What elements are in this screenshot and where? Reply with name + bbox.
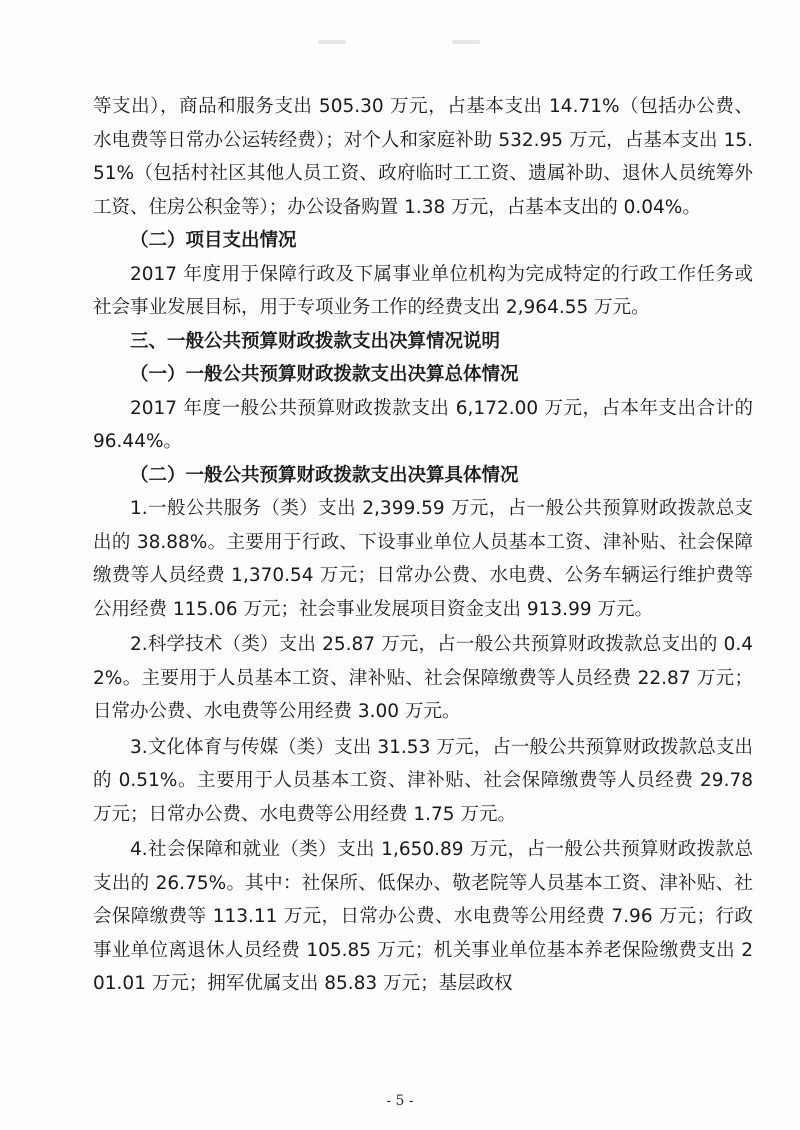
page-number: - 5 - (386, 1093, 414, 1109)
heading-project-expenditure: （二）项目支出情况 (130, 230, 297, 251)
paragraph-project-expenditure: 2017 年度用于保障行政及下属事业单位机构为完成特定的行政工作任务或社会事业发展目标，用于专项业务工作的经费支出 2,964.55 万元。 (93, 263, 753, 318)
paragraph-basic-expenditure-continued: 等支出），商品和服务支出 505.30 万元，占基本支出 14.71%（包括办公费、水电费等日常办公运转经费）；对个人和家庭补助 532.95 万元，占基本支出 15.51%（包括村社区其他人员工资、政府临时工工资、遗属补助、退休人员统筹外工资、住房公积金等）；办公设备购置 1.38 万元，占基本支出的 0.04%。 (93, 96, 753, 218)
paragraph-social-security-employment: 4.社会保障和就业（类）支出 1,650.89 万元，占一般公共预算财政拨款总支出的 26.75%。其中：社保所、低保办、敬老院等人员基本工资、津补贴、社会保障缴费等 113.11 万元，日常办公费、水电费等公用经费 7.96 万元；行政事业单位离退休人员经费 105.85 万元；机关事业单位基本养老保险缴费支出 201.01 万元；拥军优属支出 85.83 万元；基层政权 (93, 839, 753, 994)
paragraph-science-technology: 2.科学技术（类）支出 25.87 万元，占一般公共预算财政拨款总支出的 0.42%。主要用于人员基本工资、津补贴、社会保障缴费等人员经费 22.87 万元；日常办公费、水电费等公用经费 3.00 万元。 (93, 634, 753, 722)
paragraph-general-public-services: 1.一般公共服务（类）支出 2,399.59 万元，占一般公共预算财政拨款总支出的 38.88%。主要用于行政、下设事业单位人员基本工资、津补贴、社会保障缴费等人员经费 1,370.54 万元；日常办公费、水电费、公务车辆运行维护费等公用经费 115.06 万元；社会事业发展项目资金支出 913.99 万元。 (93, 498, 753, 620)
paragraph-overall-situation: 2017 年度一般公共预算财政拨款支出 6,172.00 万元，占本年支出合计的 96.44%。 (93, 397, 753, 452)
paragraph-culture-sports-media: 3.文化体育与传媒（类）支出 31.53 万元，占一般公共预算财政拨款总支出的 0.51%。主要用于人员基本工资、津补贴、社会保障缴费等人员经费 29.78 万元；日常办公费、水电费等公用经费 1.75 万元。 (93, 736, 753, 825)
scan-artifact (318, 40, 346, 44)
scan-artifact (452, 40, 480, 44)
heading-section-three: 三、一般公共预算财政拨款支出决算情况说明 (130, 330, 501, 352)
heading-specific-situation: （二）一般公共预算财政拨款支出决算具体情况 (130, 464, 519, 486)
heading-overall-situation: （一）一般公共预算财政拨款支出决算总体情况 (130, 364, 519, 385)
document-body (93, 90, 753, 1001)
